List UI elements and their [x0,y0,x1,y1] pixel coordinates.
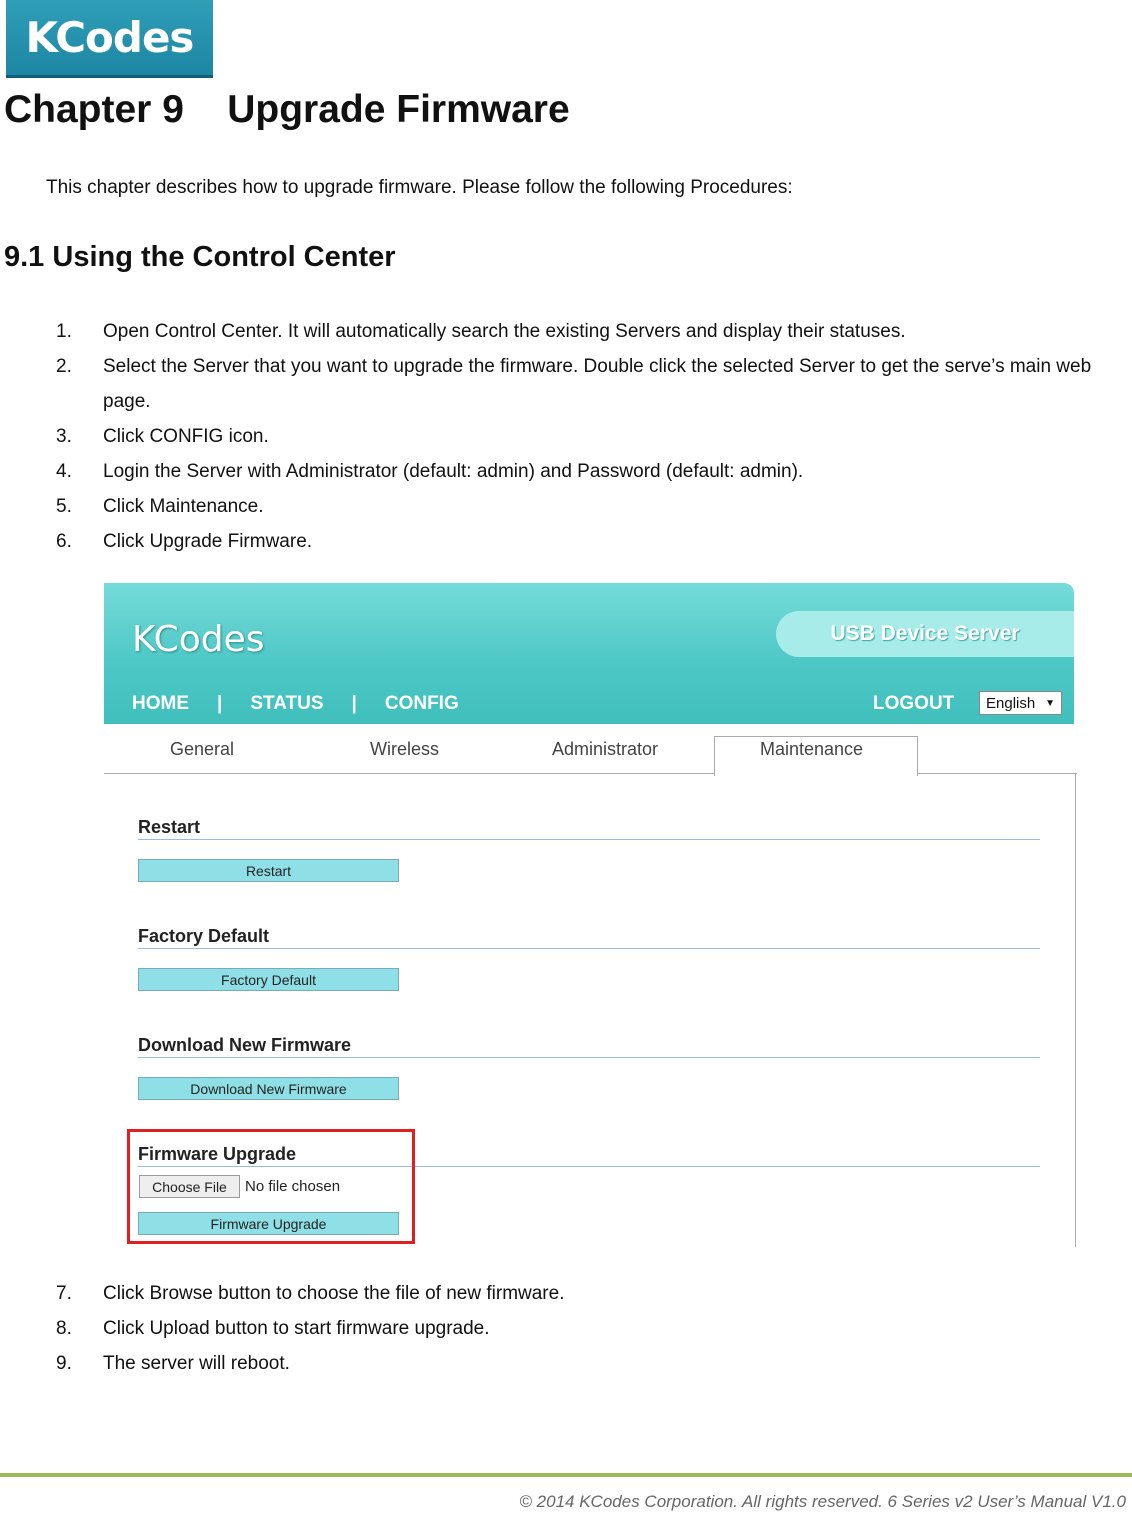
steps-list-a [56,314,1126,559]
tab-general[interactable]: General [170,739,235,759]
step-9: 9. The server will reboot. [56,1353,290,1374]
chapter-intro: This chapter describes how to upgrade firmware. Please follow the following Procedures: [46,177,793,198]
nav-separator: | [351,693,357,714]
nav-logout[interactable]: LOGOUT [873,693,955,714]
section-rule [138,1057,1040,1058]
highlight-box [127,1129,415,1244]
tab-administrator[interactable]: Administrator [552,739,659,759]
section-title: 9.1 Using the Control Center [4,241,396,273]
chapter-title: Chapter 9 Upgrade Firmware [4,88,570,131]
firmware-upgrade-heading: Firmware Upgrade [138,1144,297,1164]
nav-separator: | [217,693,223,714]
factory-default-heading: Factory Default [138,926,270,946]
chevron-down-icon: ▼ [1045,697,1055,709]
tab-divider [917,773,1077,774]
tab-wireless[interactable]: Wireless [370,739,440,759]
tab-divider [104,773,716,774]
download-firmware-heading: Download New Firmware [138,1035,352,1055]
section-rule [138,839,1040,840]
content-border [1075,773,1076,1247]
nav-config[interactable]: CONFIG [384,693,459,714]
step-6: 6. Click Upgrade Firmware. [56,531,313,552]
shot-brand: KCodes [132,619,265,660]
footer-rule [0,1473,1132,1477]
shot-nav [132,693,487,715]
nav-home[interactable]: HOME [132,693,189,714]
step-4: 4. Login the Server with Administrator (default: admin) and Password (default: admin). [56,461,804,482]
step-8: 8. Click Upload button to start firmware upgrade. [56,1318,490,1339]
step-1: 1. Open Control Center. It will automatically search the existing Servers and display their statuses. [56,321,906,342]
factory-default-button[interactable]: Factory Default [138,968,399,991]
steps-list-b [56,1276,1126,1381]
language-select[interactable]: English ▼ [979,691,1062,715]
step-2: 2. Select the Server that you want to upgrade the firmware. Double click the selected Server to get the serve’s main web page. [56,356,1092,412]
restart-button[interactable]: Restart [138,859,399,882]
step-3: 3. Click CONFIG icon. [56,426,269,447]
footer-copyright: © 2014 KCodes Corporation. All rights reserved. 6 Series v2 User’s Manual V1.0 [519,1492,1126,1511]
tab-maintenance[interactable]: Maintenance [760,739,864,759]
restart-heading: Restart [138,817,201,837]
maintenance-screenshot [104,583,1076,1247]
step-7: 7. Click Browse button to choose the file of new firmware. [56,1283,565,1304]
firmware-upgrade-button[interactable]: Firmware Upgrade [138,1212,399,1235]
step-5: 5. Click Maintenance. [56,496,264,517]
choose-file-button[interactable]: Choose File [139,1175,240,1198]
file-status: No file chosen [245,1178,341,1195]
shot-product-badge: USB Device Server [776,611,1074,657]
logo-text: KCodes [25,13,194,62]
nav-status[interactable]: STATUS [250,693,324,714]
section-rule [138,948,1040,949]
download-firmware-button[interactable]: Download New Firmware [138,1077,399,1100]
kcodes-logo [6,0,213,78]
